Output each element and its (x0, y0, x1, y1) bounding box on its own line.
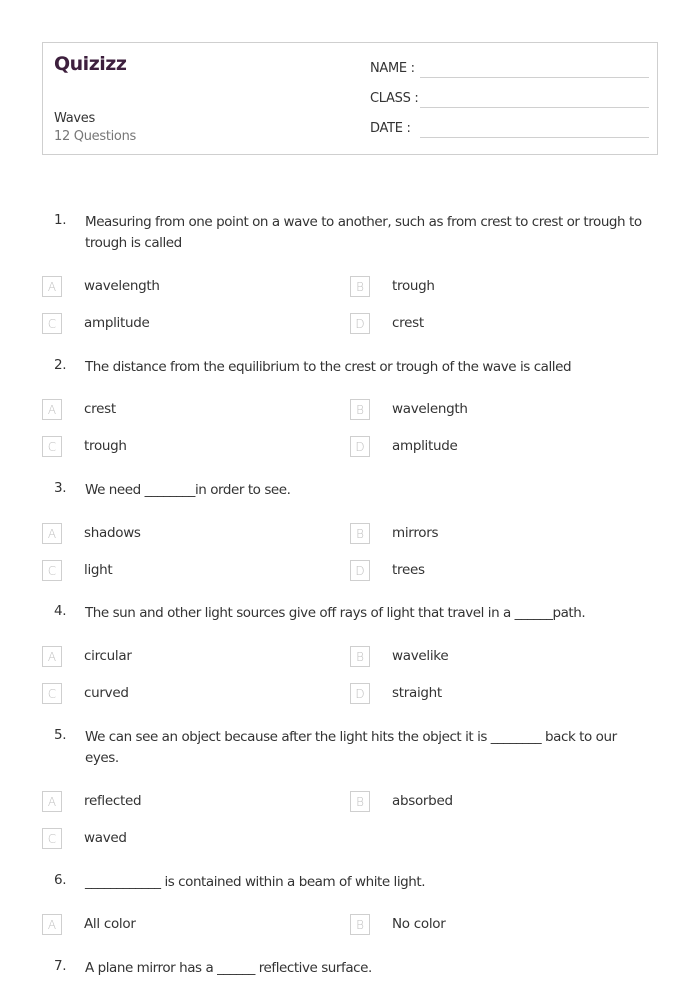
question-text: A plane mirror has a ______ reflective surface. (85, 960, 372, 976)
option-letter-box: A (42, 276, 62, 297)
question-number: 6. (54, 872, 67, 888)
question-number: 1. (54, 212, 67, 228)
class-field (370, 88, 648, 108)
option-text: trees (392, 562, 425, 578)
class-line[interactable] (420, 107, 649, 108)
name-label: NAME : (370, 61, 415, 76)
option-letter-box: A (42, 523, 62, 544)
name-line[interactable] (420, 77, 649, 78)
question-text: We need ________in order to see. (85, 482, 291, 498)
option-letter-box: B (350, 914, 370, 935)
option-text: crest (84, 401, 116, 417)
option-text: amplitude (392, 438, 458, 454)
option-text: circular (84, 648, 132, 664)
option-letter-box: C (42, 683, 62, 704)
quizizz-logo: Quizizz (54, 53, 127, 75)
date-label: DATE : (370, 121, 411, 136)
question-text: The distance from the equilibrium to the crest or trough of the wave is called (85, 359, 572, 375)
option-text: curved (84, 685, 129, 701)
option-letter-box: A (42, 646, 62, 667)
option-letter-box: B (350, 646, 370, 667)
option-letter-box: B (350, 276, 370, 297)
option-text: trough (392, 278, 435, 294)
option-text: absorbed (392, 793, 453, 809)
option-text: amplitude (84, 315, 150, 331)
option-letter-box: B (350, 523, 370, 544)
class-label: CLASS : (370, 91, 419, 106)
option-text: straight (392, 685, 442, 701)
option-text: mirrors (392, 525, 439, 541)
option-letter-box: C (42, 828, 62, 849)
option-letter-box: A (42, 914, 62, 935)
option-text: waved (84, 830, 127, 846)
option-letter-box: D (350, 436, 370, 457)
question-text: ____________ is contained within a beam of white light. (85, 874, 426, 890)
question-number: 7. (54, 958, 67, 974)
date-line[interactable] (420, 137, 649, 138)
option-letter-box: C (42, 436, 62, 457)
option-text: No color (392, 916, 446, 932)
option-text: wavelength (392, 401, 468, 417)
question-text: The sun and other light sources give off rays of light that travel in a ______path. (85, 605, 586, 621)
option-text: light (84, 562, 113, 578)
date-field (370, 118, 648, 138)
option-letter-box: A (42, 791, 62, 812)
option-text: reflected (84, 793, 142, 809)
question-number: 5. (54, 727, 67, 743)
option-letter-box: C (42, 313, 62, 334)
name-field (370, 58, 648, 78)
option-text: wavelike (392, 648, 449, 664)
worksheet-title: Waves (54, 111, 95, 126)
question-number: 3. (54, 480, 67, 496)
worksheet-header (42, 42, 658, 155)
option-letter-box: C (42, 560, 62, 581)
question-count: 12 Questions (54, 129, 136, 144)
option-letter-box: B (350, 791, 370, 812)
question-text: Measuring from one point on a wave to another, such as from crest to crest or trough to trough is called (85, 214, 642, 251)
option-letter-box: D (350, 313, 370, 334)
option-text: crest (392, 315, 424, 331)
option-letter-box: A (42, 399, 62, 420)
question-text: We can see an object because after the light hits the object it is ________ back to our eyes. (85, 729, 617, 766)
option-text: shadows (84, 525, 141, 541)
option-text: All color (84, 916, 136, 932)
option-text: trough (84, 438, 127, 454)
option-letter-box: D (350, 683, 370, 704)
option-letter-box: B (350, 399, 370, 420)
option-letter-box: D (350, 560, 370, 581)
option-text: wavelength (84, 278, 160, 294)
question-number: 4. (54, 603, 67, 619)
question-number: 2. (54, 357, 67, 373)
